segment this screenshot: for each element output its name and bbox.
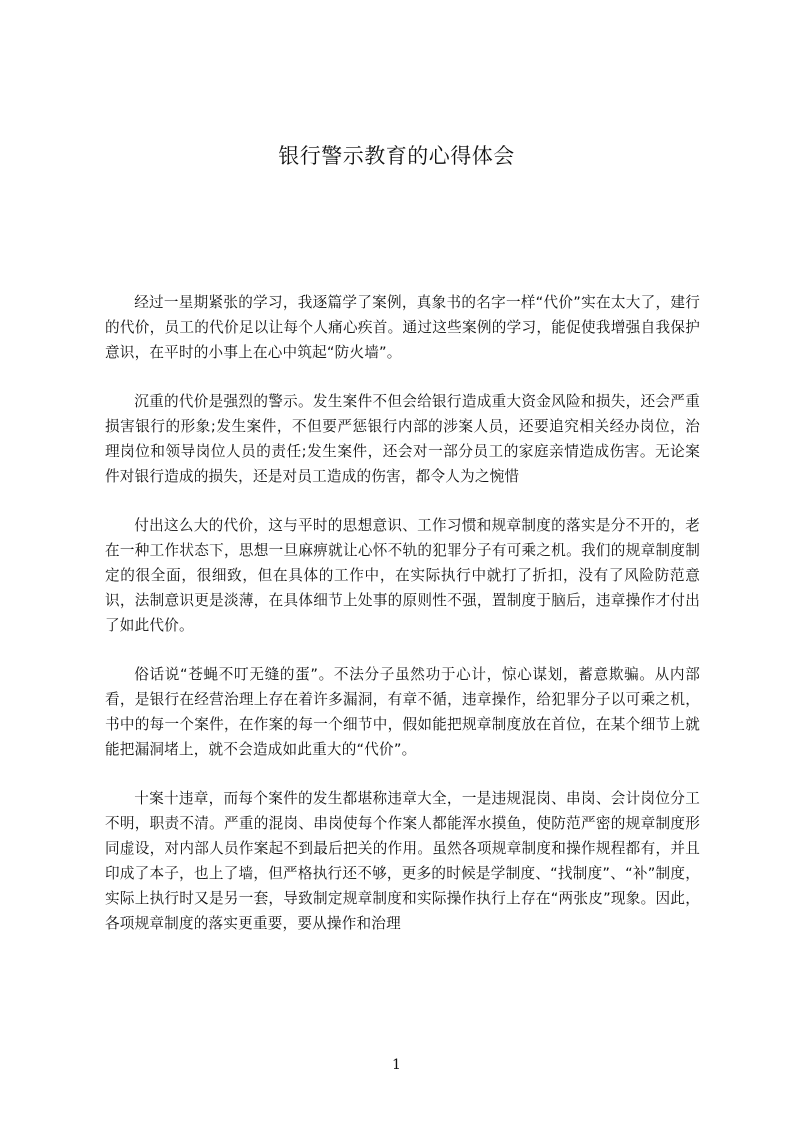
- paragraph-3: 付出这么大的代价，这与平时的思想意识、工作习惯和规章制度的落实是分不开的，老在一种工作状态下，思想一旦麻痹就让心怀不轨的犯罪分子有可乘之机。我们的规章制度制定的很全面，很细致，但在具体的工作中，在实际执行中就打了折扣，没有了风险防范意识，法制意识更是淡薄，在具体细节上处事的原则性不强，置制度于脑后，违章操作才付出了如此代价。: [105, 517, 700, 634]
- document-body: [105, 290, 700, 960]
- page-number: 1: [392, 1057, 401, 1073]
- document-title: 银行警示教育的心得体会: [278, 144, 515, 168]
- paragraph-2: 沉重的代价是强烈的警示。发生案件不但会给银行造成重大资金风险和损失，还会严重损害银行的形象;发生案件，不但要严惩银行内部的涉案人员，还要追究相关经办岗位，治理岗位和领导岗位人员的责任;发生案件，还会对一部分员工的家庭亲情造成伤害。无论案件对银行造成的损失，还是对员工造成的伤害，都令人为之惋惜: [105, 393, 700, 485]
- paragraph-4: 俗话说“苍蝇不叮无缝的蛋”。不法分子虽然功于心计，惊心谋划，蓄意欺骗。从内部看，是银行在经营治理上存在着许多漏洞，有章不循，违章操作，给犯罪分子以可乘之机，书中的每一个案件，在作案的每一个细节中，假如能把规章制度放在首位，在某个细节上就能把漏洞堵上，就不会造成如此重大的“代价”。: [105, 666, 700, 758]
- paragraph-5: 十案十违章，而每个案件的发生都堪称违章大全，一是违规混岗、串岗、会计岗位分工不明，职责不清。严重的混岗、串岗使每个作案人都能浑水摸鱼，使防范严密的规章制度形同虚设，对内部人员作案起不到最后把关的作用。虽然各项规章制度和操作规程都有，并且印成了本子，也上了墙，但严格执行还不够，更多的时候是学制度、“找制度”、“补”制度，实际上执行时又是另一套，导致制定规章制度和实际操作执行上存在“两张皮”现象。因此，各项规章制度的落实更重要，要从操作和治理: [105, 790, 700, 932]
- paragraph-1: 经过一星期紧张的学习，我逐篇学了案例，真象书的名字一样“代价”实在太大了，建行的代价，员工的代价足以让每个人痛心疾首。通过这些案例的学习，能促使我增强自我保护意识，在平时的小事上在心中筑起“防火墙”。: [105, 294, 700, 361]
